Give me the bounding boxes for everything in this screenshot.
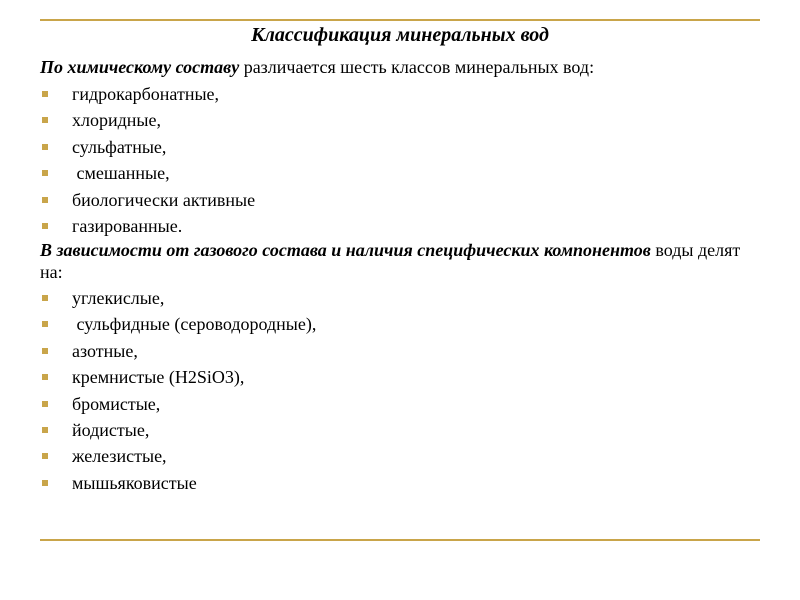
square-bullet-icon: [42, 144, 48, 150]
list-item-text: смешанные,: [72, 163, 170, 184]
list-item-text: йодистые,: [72, 419, 150, 440]
bottom-divider: [40, 539, 760, 541]
list-item-text: кремнистые (H2SiO3),: [72, 367, 245, 388]
chemical-composition-rest: различается шесть классов минеральных вод:: [239, 57, 595, 77]
square-bullet-icon: [42, 401, 48, 407]
gas-composition-intro: [40, 239, 760, 283]
chemical-classes-list: [40, 81, 255, 239]
square-bullet-icon: [42, 117, 48, 123]
list-item: [40, 213, 255, 239]
list-item-text: мышьяковистые: [72, 472, 197, 493]
list-item: [40, 311, 316, 337]
list-item-text: хлоридные,: [72, 110, 161, 131]
list-item-text: сульфатные,: [72, 136, 167, 157]
square-bullet-icon: [42, 427, 48, 433]
gas-classes-list: [40, 285, 316, 496]
list-item: [40, 338, 316, 364]
square-bullet-icon: [42, 91, 48, 97]
list-item-text: железистые,: [72, 446, 167, 467]
square-bullet-icon: [42, 453, 48, 459]
slide-title: Классификация минеральных вод: [251, 24, 549, 46]
square-bullet-icon: [42, 223, 48, 229]
square-bullet-icon: [42, 321, 48, 327]
list-item: [40, 81, 255, 107]
square-bullet-icon: [42, 197, 48, 203]
square-bullet-icon: [42, 170, 48, 176]
gas-composition-rest: воды делят на:: [40, 240, 741, 282]
square-bullet-icon: [42, 295, 48, 301]
list-item: [40, 187, 255, 213]
list-item-text: гидрокарбонатные,: [72, 84, 220, 104]
list-item-text: азотные,: [72, 340, 138, 361]
square-bullet-icon: [42, 374, 48, 380]
list-item: [40, 443, 316, 469]
square-bullet-icon: [42, 480, 48, 486]
top-divider: [40, 19, 760, 21]
list-item-text: сульфидные (сероводородные),: [72, 314, 317, 335]
list-item: [40, 285, 316, 311]
list-item: [40, 107, 255, 133]
square-bullet-icon: [42, 348, 48, 354]
list-item-text: углекислые,: [72, 288, 165, 308]
list-item: [40, 160, 255, 186]
list-item: [40, 134, 255, 160]
chemical-composition-lead: По химическому составу: [40, 57, 240, 77]
chemical-composition-intro: [40, 56, 760, 78]
list-item-text: газированные.: [72, 215, 183, 236]
list-item: [40, 417, 316, 443]
list-item: [40, 470, 316, 496]
list-item-text: бромистые,: [72, 393, 161, 414]
list-item: [40, 364, 316, 390]
list-item-text: биологически активные: [72, 189, 256, 210]
list-item: [40, 391, 316, 417]
gas-composition-lead: В зависимости от газового состава и наличия специфических компонентов: [40, 240, 651, 260]
